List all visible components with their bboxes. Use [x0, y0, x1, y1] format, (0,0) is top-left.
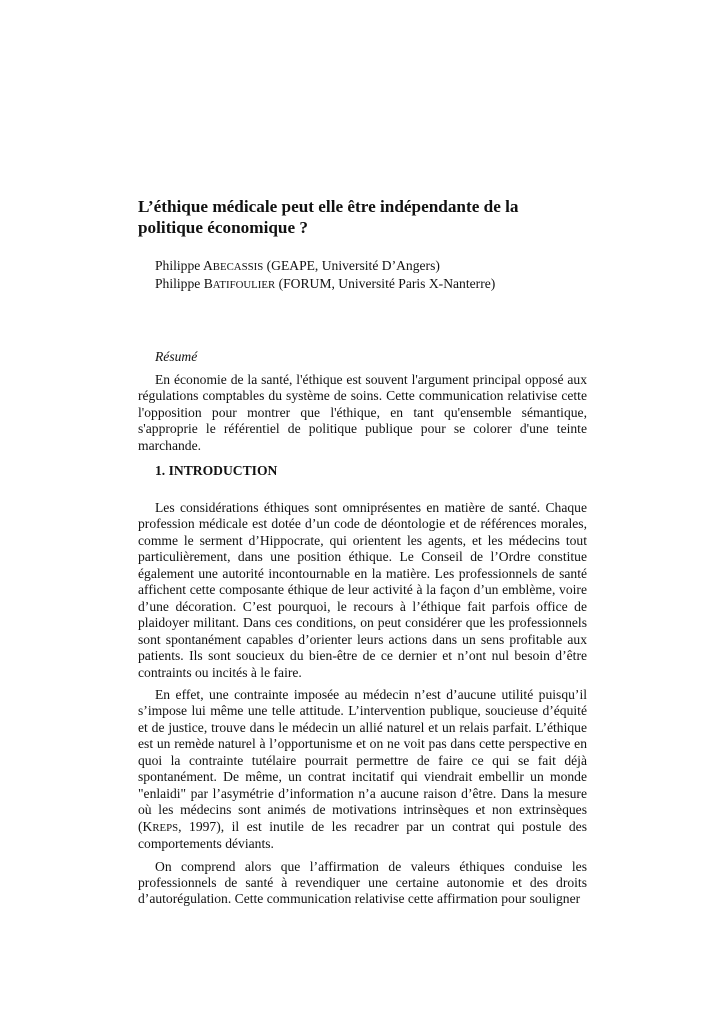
author-2: Philippe BATIFOULIER (FORUM, Université Paris X-Nanterre) — [155, 275, 496, 291]
author-list — [155, 258, 495, 293]
citation-author: KREPS — [142, 818, 179, 834]
paper-title: L’éthique médicale peut elle être indépendante de la politique économique ? — [138, 197, 519, 237]
abstract-text: En économie de la santé, l'éthique est souvent l'argument principal opposé aux régulations comptables du système de soins. Cette communication relativise cette l'opposition pour montrer que l'éthique, en tant qu'ensemble sémantique, s'approprie le référentiel de politique publique pour se colorer d'une teinte marchande. — [138, 372, 587, 453]
paragraph-2: En effet, une contrainte imposée au médecin n’est d’aucune utilité puisqu’il s’impose lui même une telle attitude. L’intervention publique, soucieuse d’équité et de justice, trouve dans le médecin un allié naturel et un relais parfait. L’éthique est un remède naturel à l’opportunisme et on ne voit pas dans cette perspective en quoi la contrainte tutélaire pourrait permettre de faire ce qui se fait déjà spontanément. De même, un contrat incitatif qui viendrait embellir un monde "enlaidi" par l’asymétrie d’information n’a aucune raison d’être. Dans la mesure où les médecins sont animés de motivations intrinsèques et non extrinsèques (KREPS, 1997), il est inutile de les recadrer par un contrat qui postule des comportements déviants. — [138, 686, 587, 852]
abstract-heading: Résumé — [155, 349, 198, 364]
paragraph-3: On comprend alors que l’affirmation de valeurs éthiques conduise les professionnels de santé à revendiquer une certaine autonomie et des droits d’autorégulation. Cette communication relativise cette affirmation pour souligner — [138, 858, 587, 907]
author-1: Philippe ABECASSIS (GEAPE, Université D’Angers) — [155, 258, 440, 273]
section-heading: 1. INTRODUCTION — [155, 463, 278, 478]
paragraph-1: Les considérations éthiques sont omniprésentes en matière de santé. Chaque profession médicale est dotée d’un code de déontologie et de références morales, comme le serment d’Hippocrate, qui orientent les agents, et les médecins tout particulièrement, dans une position éthique. Le Conseil de l’Ordre constitue également une autorité incontournable en la matière. Les professionnels de santé affichent cette composante éthique de leur activité à la façon d’un emblème, voire d’une décoration. C’est pourquoi, le recours à l’éthique fait parfois office de plaidoyer militant. Dans ces conditions, on peut considérer que les professionnels sont spontanément capables d’orienter leurs actions dans un sens profitable aux patients. Ils sont soucieux du bien-être de ce dernier et n’ont nul besoin d’être contraints ou incités à le faire. — [138, 500, 587, 680]
introduction-body — [138, 500, 587, 914]
